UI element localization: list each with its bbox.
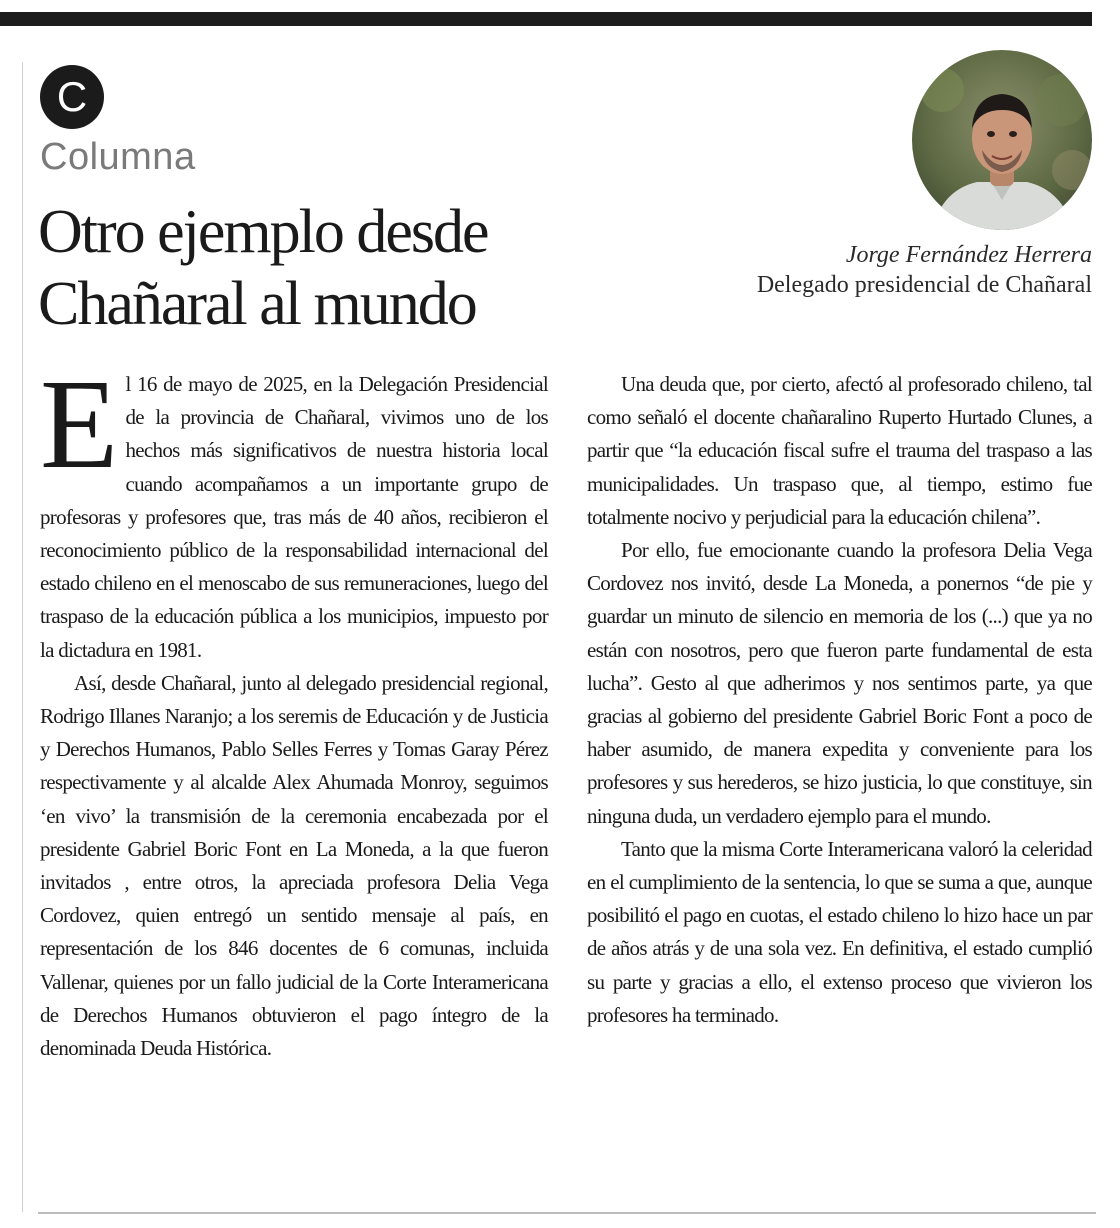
drop-cap: E xyxy=(40,353,118,495)
paragraph-5: Tanto que la misma Corte Interamericana valoró la celeridad en el cumplimiento de la sentencia, lo que se suma a que, aunque posibilitó el pago en cuotas, el estado chileno lo hizo hace un par de años atrás y de una sola vez. En definitiva, el estado cumplió su parte y gracias a ello, el extenso proceso que vivieron los profesores ha terminado. xyxy=(587,836,1092,1027)
author-role: Delegado presidencial de Chañaral xyxy=(756,272,1092,298)
badge-letter: C xyxy=(56,73,88,120)
paragraph-4: Por ello, fue emocionante cuando la profesora Delia Vega Cordovez nos invitó, desde La Moneda, a ponernos “de pie y guardar un minuto de silencio en memoria de los (...) que ya no están con nosotros, pero que fueron parte fundamental de esta lucha”. Gesto al que adherimos y nos sentimos parte, ya que gracias al gobierno del presidente Gabriel Boric Font a poco de haber asumido, de manera expedita y conveniente para los profesores y sus herederos, se hizo justicia, lo que constituye, sin ninguna duda, un verdadero ejemplo para el mundo. xyxy=(587,538,1092,828)
section-label: Columna xyxy=(40,136,196,178)
headline: Otro ejemplo desde Chañaral al mundo xyxy=(38,198,488,338)
margin-line xyxy=(22,62,23,1212)
bottom-rule xyxy=(38,1212,1096,1214)
author-portrait-image xyxy=(912,50,1092,230)
author-photo xyxy=(912,50,1092,230)
paragraph-2: Así, desde Chañaral, junto al delegado presidencial regional, Rodrigo Illanes Naranjo; a los seremis de Educación y de Justicia y Derechos Humanos, Pablo Selles Ferres y Tomas Garay Pérez respectivamente y al alcalde Alex Ahumada Monroy, seguimos ‘en vivo’ la transmisión de la ceremonia encabezada por el presidente Gabriel Boric Font en La Moneda, a la que fueron invitados , entre otros, la apreciada profesora Delia Vega Cordovez, quien entregó un sentido mensaje al país, en representación de los 846 docentes de 6 comunas, incluida Vallenar, quienes por un fallo judicial de la Corte Interamericana de Derechos Humanos obtuvieron el pago íntegro de la denominada Deuda Histórica. xyxy=(40,670,548,1061)
article-column-right xyxy=(587,368,1092,1032)
author-name: Jorge Fernández Herrera xyxy=(845,242,1092,268)
paragraph-1 xyxy=(40,353,548,667)
paragraph-text: l 16 de mayo de 2025, en la Delegación Presidencial de la provincia de Chañaral, vivimos uno de los hechos más significativos de nuestra historia local cuando acompañamos a un importante grupo de profesoras y profesores que, tras más de 40 años, recibieron el reconocimiento público de la responsabilidad internacional del estado chileno en el menoscabo de sus remuneraciones, luego del traspaso de la educación pública a los municipios, impuesto por la dictadura en 1981. xyxy=(40,372,548,662)
paragraph-3: Una deuda que, por cierto, afectó al profesorado chileno, tal como señaló el docente chañaralino Ruperto Hurtado Clunes, a partir que “la educación fiscal sufre el trauma del traspaso a las municipalidades. Un traspaso que, al tiempo, estimo fue totalmente nocivo y perjudicial para la educación chilena”. xyxy=(587,372,1092,529)
article-column-left xyxy=(40,353,548,1065)
top-rule xyxy=(0,12,1092,26)
column-badge-icon xyxy=(40,65,104,129)
